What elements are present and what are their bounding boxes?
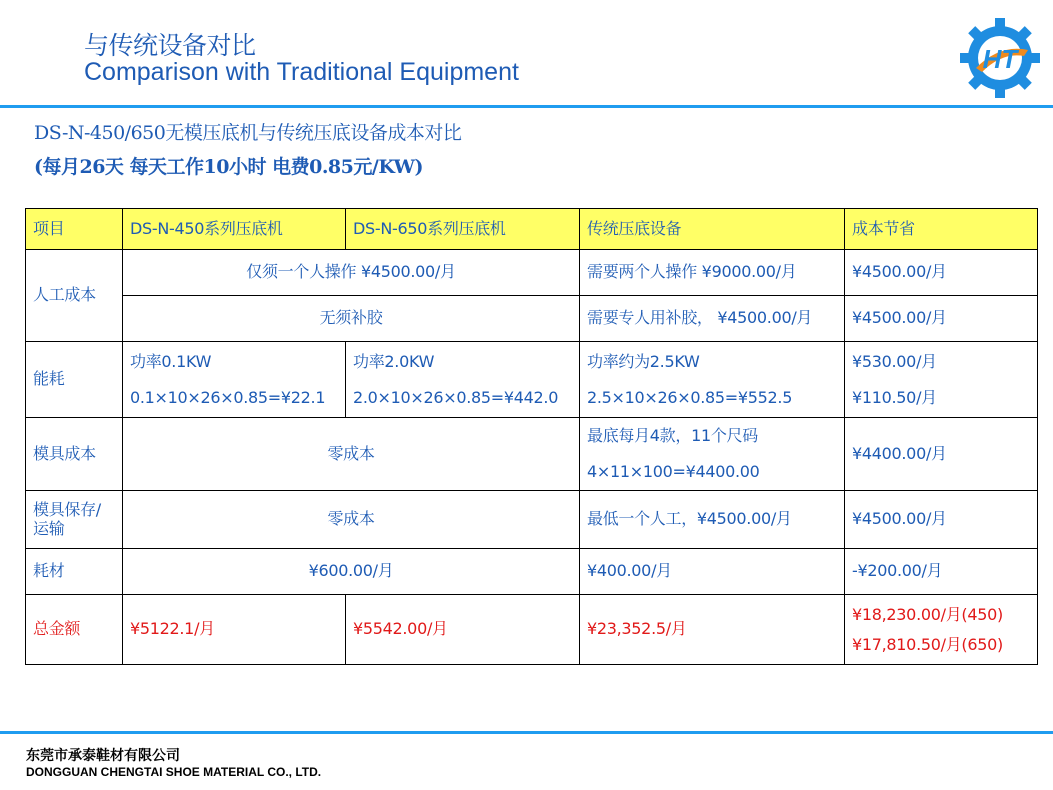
total-ds650: ¥5542.00/月 (346, 595, 580, 665)
label-consumables: 耗材 (26, 549, 123, 595)
consumables-traditional: ¥400.00/月 (580, 549, 845, 595)
total-saving (845, 595, 1038, 665)
table-row-total (26, 595, 1038, 665)
label-labor: 人工成本 (26, 250, 123, 342)
page-title-cn: 与传统设备对比 (84, 31, 256, 60)
table-row-consumables (26, 549, 1038, 595)
energy-saving-650: ¥110.50/月 (852, 387, 937, 407)
total-ds450: ¥5122.1/月 (123, 595, 346, 665)
energy-traditional (580, 342, 845, 418)
cost-comparison-table (25, 208, 1038, 665)
footer-company-en: DONGGUAN CHENGTAI SHOE MATERIAL CO., LTD. (26, 765, 322, 779)
mold-storage-saving: ¥4500.00/月 (845, 491, 1038, 549)
energy-ds450 (123, 342, 346, 418)
logo-lettering: HT (982, 44, 1018, 74)
mold-traditional-desc: 最底每月4款，11个尺码 (587, 426, 758, 445)
energy-ds450-calc: 0.1×10×26×0.85=¥22.1 (130, 387, 326, 407)
table-conditions: (每月26天 每天工作10小时 电费0.85元/KW) (34, 156, 423, 178)
table-row-mold (26, 418, 1038, 491)
table-row-energy (26, 342, 1038, 418)
total-saving-650: ¥17,810.50/月(650) (852, 634, 1003, 654)
label-mold-storage: 模具保存/运输 (26, 491, 123, 549)
total-saving-450: ¥18,230.00/月(450) (852, 604, 1003, 624)
table-row-mold-storage (26, 491, 1038, 549)
table-subtitle: DS-N-450/650无模压底机与传统压底设备成本对比 (34, 122, 462, 144)
table-row-labor-1 (26, 250, 1038, 296)
mold-traditional-calc: 4×11×100=¥4400.00 (587, 462, 760, 481)
glue-saving: ¥4500.00/月 (845, 296, 1038, 342)
header-ds650: DS-N-650系列压底机 (346, 209, 580, 250)
labor-new: 仅须一个人操作 ¥4500.00/月 (123, 250, 580, 296)
energy-ds650-power: 功率2.0KW (353, 351, 435, 371)
consumables-saving: -¥200.00/月 (845, 549, 1038, 595)
mold-storage-traditional: 最低一个人工，¥4500.00/月 (580, 491, 845, 549)
label-energy: 能耗 (26, 342, 123, 418)
mold-storage-new: 零成本 (123, 491, 580, 549)
header-saving: 成本节省 (845, 209, 1038, 250)
energy-ds650-calc: 2.0×10×26×0.85=¥442.0 (353, 387, 559, 407)
header-ds450: DS-N-450系列压底机 (123, 209, 346, 250)
glue-new: 无须补胶 (123, 296, 580, 342)
footer-divider (0, 731, 1053, 734)
table-row-labor-2 (26, 296, 1038, 342)
energy-saving-450: ¥530.00/月 (852, 351, 937, 371)
mold-traditional (580, 418, 845, 491)
total-traditional: ¥23,352.5/月 (580, 595, 845, 665)
company-logo (958, 16, 1042, 100)
labor-saving: ¥4500.00/月 (845, 250, 1038, 296)
footer-company-cn: 东莞市承泰鞋材有限公司 (26, 748, 180, 764)
energy-saving (845, 342, 1038, 418)
mold-saving: ¥4400.00/月 (845, 418, 1038, 491)
page-title-en: Comparison with Traditional Equipment (84, 58, 519, 86)
header-item: 项目 (26, 209, 123, 250)
mold-new: 零成本 (123, 418, 580, 491)
energy-traditional-calc: 2.5×10×26×0.85=¥552.5 (587, 387, 793, 407)
glue-traditional: 需要专人用补胶， ¥4500.00/月 (580, 296, 845, 342)
header-traditional: 传统压底设备 (580, 209, 845, 250)
energy-traditional-power: 功率约为2.5KW (587, 351, 700, 371)
header-divider (0, 105, 1053, 108)
consumables-new: ¥600.00/月 (123, 549, 580, 595)
energy-ds650 (346, 342, 580, 418)
labor-traditional: 需要两个人操作 ¥9000.00/月 (580, 250, 845, 296)
label-mold: 模具成本 (26, 418, 123, 491)
label-total: 总金额 (26, 595, 123, 665)
table-header-row (26, 209, 1038, 250)
energy-ds450-power: 功率0.1KW (130, 351, 212, 371)
